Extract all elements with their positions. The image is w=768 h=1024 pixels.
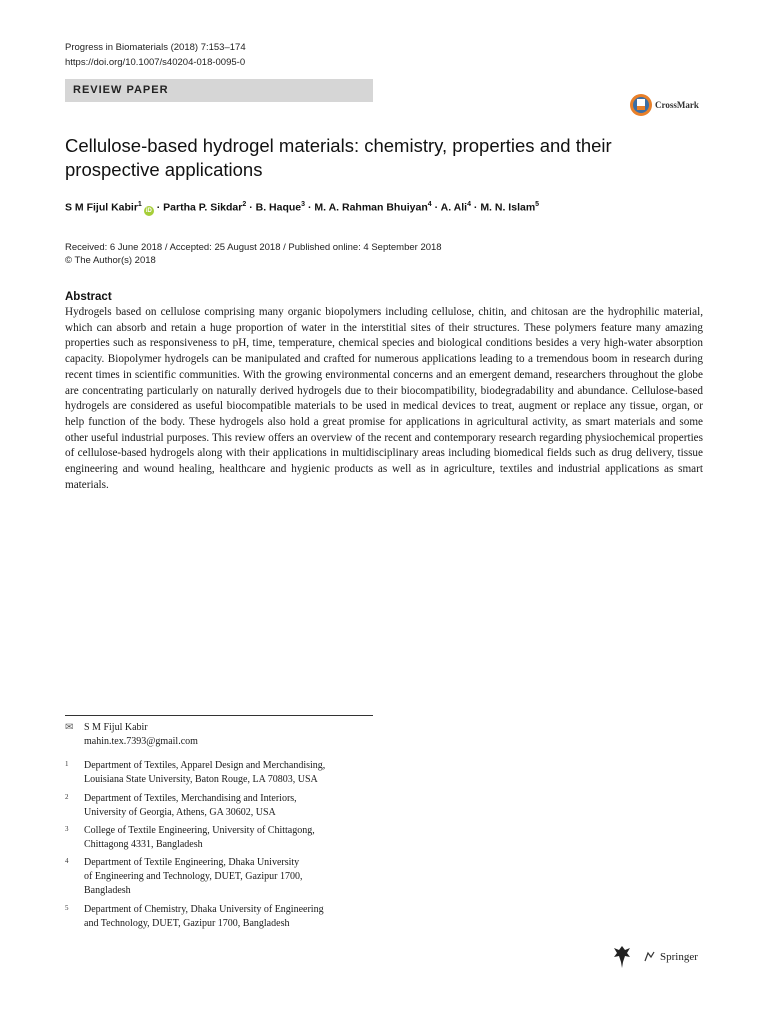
springer-logo [612, 944, 698, 970]
orcid-icon[interactable]: iD [145, 207, 152, 214]
affiliation-line: of Engineering and Technology, DUET, Gazipur 1700, [84, 871, 303, 882]
journal-citation: Progress in Biomaterials (2018) 7:153–174 [65, 42, 246, 53]
affiliation-item [65, 856, 375, 898]
author-separator: · [307, 201, 312, 214]
author-affiliation-ref: 4 [427, 201, 432, 208]
affiliation-line: College of Textile Engineering, University of Chittagong, [84, 825, 315, 836]
footnote-divider [65, 715, 373, 716]
copyright-notice: © The Author(s) 2018 [65, 255, 156, 266]
abstract-body: Hydrogels based on cellulose comprising many organic biopolymers including cellulose, chitin, and chitosan are the hydrophilic material, which can absorb and retain a huge proportion of water in the interstitial sites of their structures. These polymers feature many amazing properties such as responsiveness to pH, time, temperature, chemical species and biological conditions besides a very high-water absorption capacity. Biopolymer hydrogels can be manipulated and crafted for numerous applications leading to a tremendous boom in research during recent times in scientific communities. With the growing environmental concerns and an emergent demand, researchers throughout the globe are concentrating particularly on naturally derived hydrogels due to their biocompatibility, biodegradability and abundance. Cellulose-based hydrogels are considered as useful biocompatible materials to be used in medical devices to treat, augment or replace any tissue, organ, or help function of the body. These hydrogels also hold a great promise for applications in agricultural activity, as smart materials and some other useful industrial purposes. This review offers an overview of the recent and contemporary research regarding physiochemical properties of cellulose-based hydrogels along with their applications in multidisciplinary areas including biomedical fields such as drug delivery, tissue engineering and wound healing, healthcare and hygienic products as well as in agriculture, textiles and industrial applications as smart materials. [65, 306, 703, 491]
publication-history: Received: 6 June 2018 / Accepted: 25 August 2018 / Published online: 4 September 2018 [65, 242, 442, 253]
author-separator: · [156, 201, 161, 214]
author-affiliation-ref: 5 [535, 201, 540, 208]
affiliation-number: 3 [65, 825, 69, 833]
author-affiliation-ref: 1 [137, 201, 142, 208]
crossmark-badge[interactable] [629, 93, 699, 117]
crossmark-label: CrossMark [655, 100, 699, 110]
author-name[interactable]: A. Ali [440, 201, 468, 214]
envelope-icon: ✉ [65, 722, 74, 733]
article-type-banner [65, 79, 373, 102]
affiliation-line: Department of Chemistry, Dhaka University of Engineering [84, 904, 324, 915]
author-list [65, 201, 705, 216]
affiliation-item [65, 824, 375, 852]
affiliation-item [65, 792, 375, 820]
publication-dates [65, 241, 442, 267]
crossmark-icon [629, 93, 653, 117]
correspondence-block [65, 721, 198, 749]
author-name[interactable]: Partha P. Sikdar [163, 201, 243, 214]
affiliation-number: 5 [65, 904, 69, 912]
affiliation-line: Bangladesh [84, 885, 131, 896]
corresponding-author-email[interactable]: mahin.tex.7393@gmail.com [84, 736, 198, 747]
author-name[interactable]: M. A. Rahman Bhuiyan [314, 201, 428, 214]
abstract-heading: Abstract [65, 291, 112, 303]
doi-link[interactable]: https://doi.org/10.1007/s40204-018-0095-0 [65, 57, 246, 68]
springer-horse-icon [612, 944, 632, 970]
author-separator: · [249, 201, 253, 214]
affiliation-line: Chittagong 4331, Bangladesh [84, 839, 203, 850]
publisher-name: Springer [660, 951, 698, 963]
author-affiliation-ref: 2 [242, 201, 247, 208]
journal-info [65, 40, 246, 70]
affiliation-line: Louisiana State University, Baton Rouge, LA 70803, USA [84, 774, 318, 785]
author-name[interactable]: S M Fijul Kabir [65, 201, 138, 214]
springer-mark-icon [642, 950, 656, 964]
corresponding-author-name: S M Fijul Kabir [84, 722, 148, 733]
author-separator: · [434, 201, 439, 214]
affiliation-number: 2 [65, 793, 69, 801]
author-name[interactable]: M. N. Islam [480, 201, 536, 214]
affiliation-line: Department of Textile Engineering, Dhaka University [84, 857, 300, 868]
affiliation-line: Department of Textiles, Merchandising and Interiors, [84, 793, 297, 804]
paper-title: Cellulose-based hydrogel materials: chemistry, properties and their prospective applications [65, 135, 612, 180]
affiliation-line: and Technology, DUET, Gazipur 1700, Bangladesh [84, 918, 290, 929]
affiliation-item [65, 759, 375, 787]
author-separator: · [473, 201, 478, 214]
author-affiliation-ref: 4 [467, 201, 471, 208]
author-name[interactable]: B. Haque [255, 201, 302, 214]
affiliation-number: 4 [65, 857, 69, 865]
affiliation-item [65, 903, 375, 931]
author-affiliation-ref: 3 [301, 201, 306, 208]
affiliation-line: Department of Textiles, Apparel Design and Merchandising, [84, 760, 326, 771]
affiliation-number: 1 [65, 760, 69, 768]
article-type-label: REVIEW PAPER [73, 84, 169, 96]
affiliation-line: University of Georgia, Athens, GA 30602, USA [84, 807, 276, 818]
